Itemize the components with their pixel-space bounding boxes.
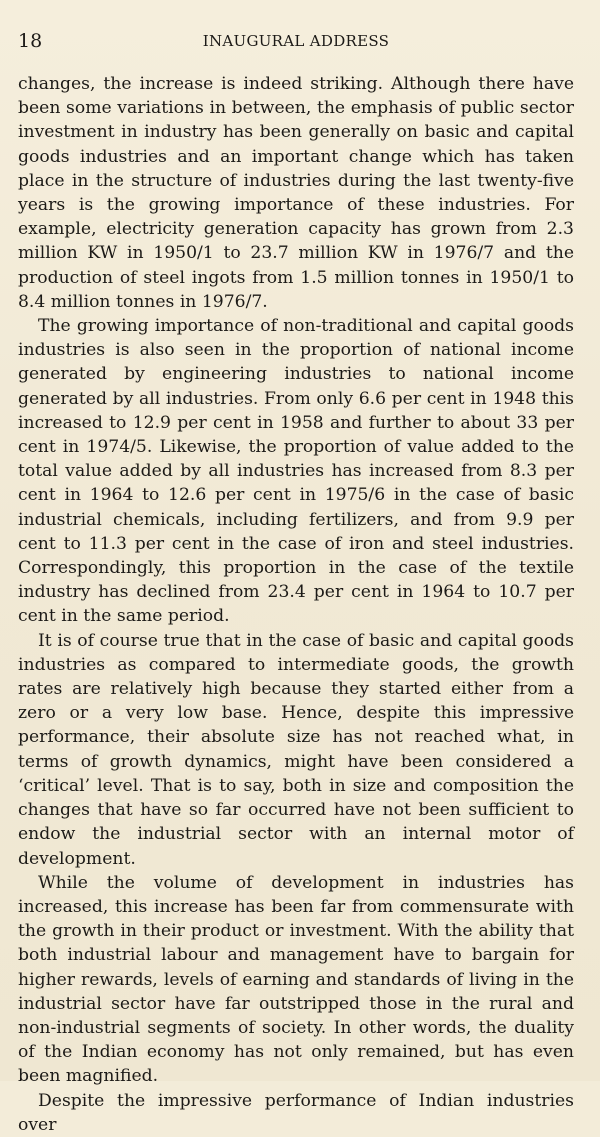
- paragraph-5: Despite the impressive performance of Indian industries over: [18, 1090, 574, 1135]
- page-number: 18: [18, 30, 43, 52]
- body-text: [18, 72, 574, 1137]
- paragraph-4: While the volume of development in industries has increased, this increase has been far from commensurate with the growth in their product or investment. With the ability that both industrial labour and management have to bargain for higher rewards, levels of earning and standards of living in the industrial sector have far outstripped those in the rural and non-industrial segments of society. In other words, the duality of the Indian economy has not only remained, but has even been magnified.: [18, 872, 574, 1087]
- paragraph-1: changes, the increase is indeed striking. Although there have been some variations in between, the emphasis of public sector investment in industry has been generally on basic and capital goods industries and an important change which has taken place in the structure of industries during the last twenty-five years is the growing importance of these industries. For example, electricity generation capacity has grown from 2.3 million KW in 1950/1 to 23.7 million KW in 1976/7 and the production of steel ingots from 1.5 million tonnes in 1950/1 to 8.4 million tonnes in 1976/7.: [18, 74, 574, 312]
- running-head: [18, 28, 574, 54]
- paragraph-3: It is of course true that in the case of basic and capital goods industries as compared to intermediate goods, the growth rates are relatively high because they started either from a zero or a very low base. Hence, despite this impressive performance, their absolute size has not reached what, in terms of growth dynamics, might have been considered a ‘critical’ level. That is to say, both in size and composition the changes that have so far occurred have not been sufficient to endow the industrial sector with an internal motor of development.: [18, 630, 574, 869]
- paragraph-2: The growing importance of non-traditional and capital goods industries is also seen in the proportion of national income generated by engineering industries to national income generated by all industries. From only 6.6 per cent in 1948 this increased to 12.9 per cent in 1958 and further to about 33 per cent in 1974/5. Likewise, the proportion of value added to the total value added by all industries has increased from 8.3 per cent in 1964 to 12.6 per cent in 1975/6 in the case of basic industrial chemicals, including fertilizers, and from 9.9 per cent to 11.3 per cent in the case of iron and steel industries. Correspondingly, this proportion in the case of the textile industry has declined from 23.4 per cent in 1964 to 10.7 per cent in the same period.: [18, 316, 574, 627]
- running-head-title: INAUGURAL ADDRESS: [202, 32, 390, 50]
